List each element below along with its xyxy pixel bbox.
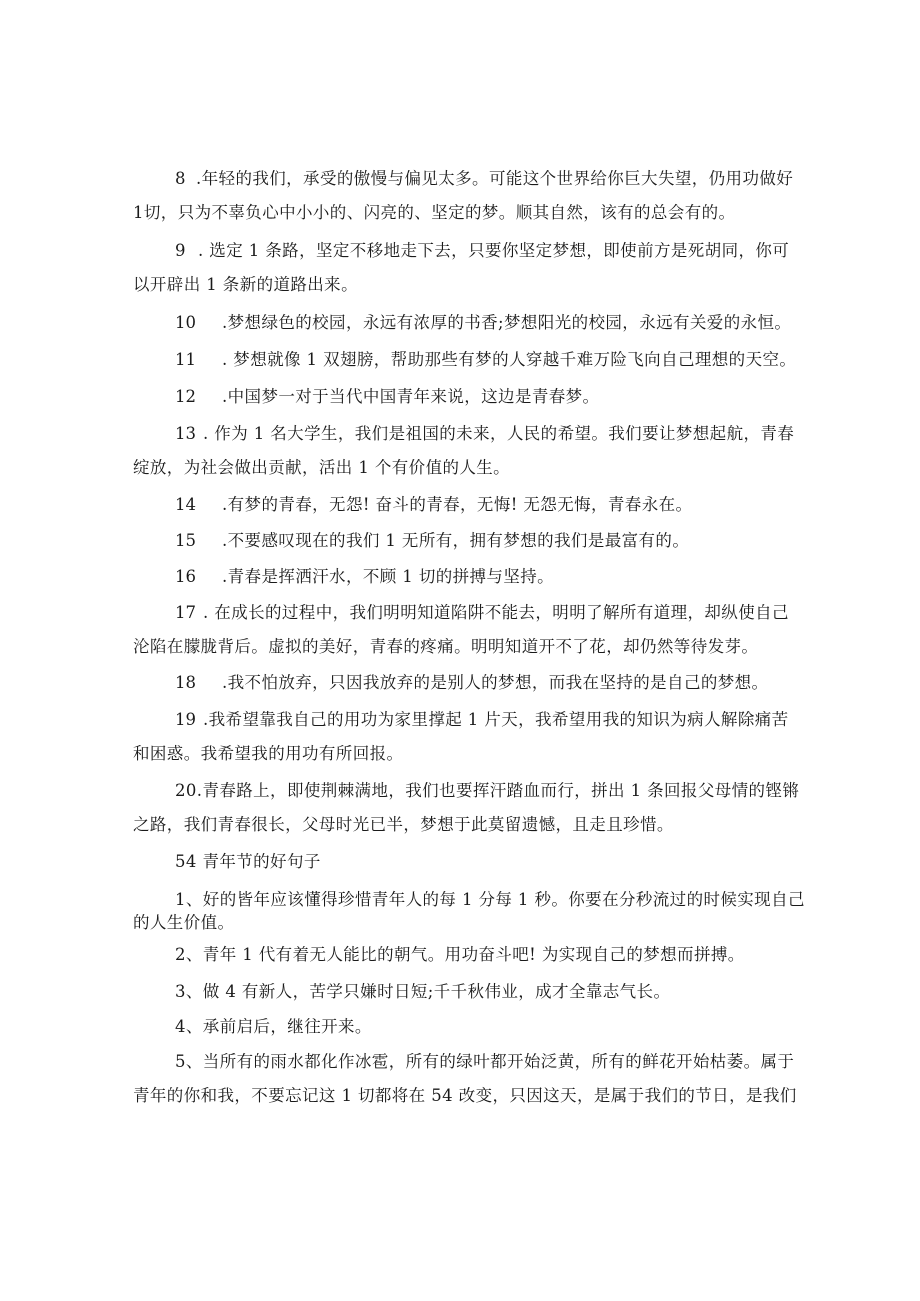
item-text-line: .我希望靠我自己的用功为家里撑起 1 片天，我希望用我的知识为病人解除痛苦 — [203, 710, 789, 729]
item-number: 10 — [175, 313, 196, 332]
item-text-line: 绽放，为社会做出贡献，活出 1 个有价值的人生。 — [133, 458, 511, 477]
item-number: 9 — [175, 241, 186, 260]
item-text-line: .中国梦一对于当代中国青年来说，这边是青春梦。 — [222, 387, 600, 406]
item-text-line: .我不怕放弃，只因我放弃的是别人的梦想，而我在坚持的是自己的梦想。 — [222, 673, 769, 692]
item-text-line: . 在成长的过程中，我们明明知道陷阱不能去，明明了解所有道理，却纵使自己 — [203, 603, 789, 622]
section-title: 54 青年节的好句子 — [175, 852, 321, 871]
item-number: 11 — [175, 350, 196, 369]
item-text-line: 2、青年 1 代有着无人能比的朝气。用功奋斗吧! 为实现自己的梦想而拼搏。 — [175, 945, 745, 964]
item-number: 14 — [175, 495, 196, 514]
item-text-line: 20.青春路上，即使荆棘满地，我们也要挥汗踏血而行，拼出 1 条回报父母情的铿锵 — [175, 781, 800, 800]
item-number: 13 — [175, 424, 196, 443]
item-number: 16 — [175, 567, 196, 586]
item-number: 18 — [175, 673, 196, 692]
item-text-line: . 梦想就像 1 双翅膀，帮助那些有梦的人穿越千难万险飞向自己理想的天空。 — [222, 350, 797, 369]
item-text-line: .青春是挥洒汗水，不顾 1 切的拼搏与坚持。 — [222, 567, 555, 586]
item-text-line: 以开辟出 1 条新的道路出来。 — [133, 275, 358, 294]
item-text-line: 的人生价值。 — [133, 913, 235, 932]
item-text-line: 4、承前启后，继往开来。 — [175, 1017, 372, 1036]
item-text-line: .梦想绿色的校园，永远有浓厚的书香;梦想阳光的校园，永远有关爱的永恒。 — [222, 313, 792, 332]
item-text-line: .年轻的我们，承受的傲慢与偏见太多。可能这个世界给你巨大失望，仍用功做好 — [196, 169, 794, 188]
item-text-line: .不要感叹现在的我们 1 无所有，拥有梦想的我们是最富有的。 — [222, 531, 690, 550]
item-text-line: 和困惑。我希望我的用功有所回报。 — [133, 744, 404, 763]
item-text-line: 1、好的皆年应该懂得珍惜青年人的每 1 分每 1 秒。你要在分秒流过的时候实现自己 — [175, 890, 805, 909]
item-text-line: 沦陷在朦胧背后。虚拟的美好，青春的疼痛。明明知道开不了花，却仍然等待发芽。 — [133, 637, 759, 656]
item-text-line: .有梦的青春，无怨! 奋斗的青春，无悔! 无怨无悔，青春永在。 — [222, 495, 693, 514]
item-text-line: 1切，只为不辜负心中小小的、闪亮的、坚定的梦。顺其自然，该有的总会有的。 — [133, 203, 736, 222]
item-text-line: 5、当所有的雨水都化作冰雹，所有的绿叶都开始泛黄，所有的鲜花开始枯萎。属于 — [175, 1052, 795, 1071]
item-number: 17 — [175, 603, 196, 622]
item-number: 19 — [175, 710, 196, 729]
item-text-line: . 选定 1 条路，坚定不移地走下去，只要你坚定梦想，即使前方是死胡同，你可 — [198, 241, 790, 260]
item-text-line: 3、做 4 有新人，苦学只嫌时日短;千千秋伟业，成才全靠志气长。 — [175, 982, 671, 1001]
item-text-line: 之路，我们青春很长，父母时光已半，梦想于此莫留遗憾，且走且珍惜。 — [133, 815, 674, 834]
item-number: 15 — [175, 531, 196, 550]
item-number: 8 — [175, 169, 186, 188]
item-text-line: . 作为 1 名大学生，我们是祖国的未来，人民的希望。我们要让梦想起航，青春 — [203, 424, 795, 443]
item-number: 12 — [175, 387, 196, 406]
item-text-line: 青年的你和我，不要忘记这 1 切都将在 54 改变，只因这天，是属于我们的节日，是我们 — [133, 1086, 797, 1105]
